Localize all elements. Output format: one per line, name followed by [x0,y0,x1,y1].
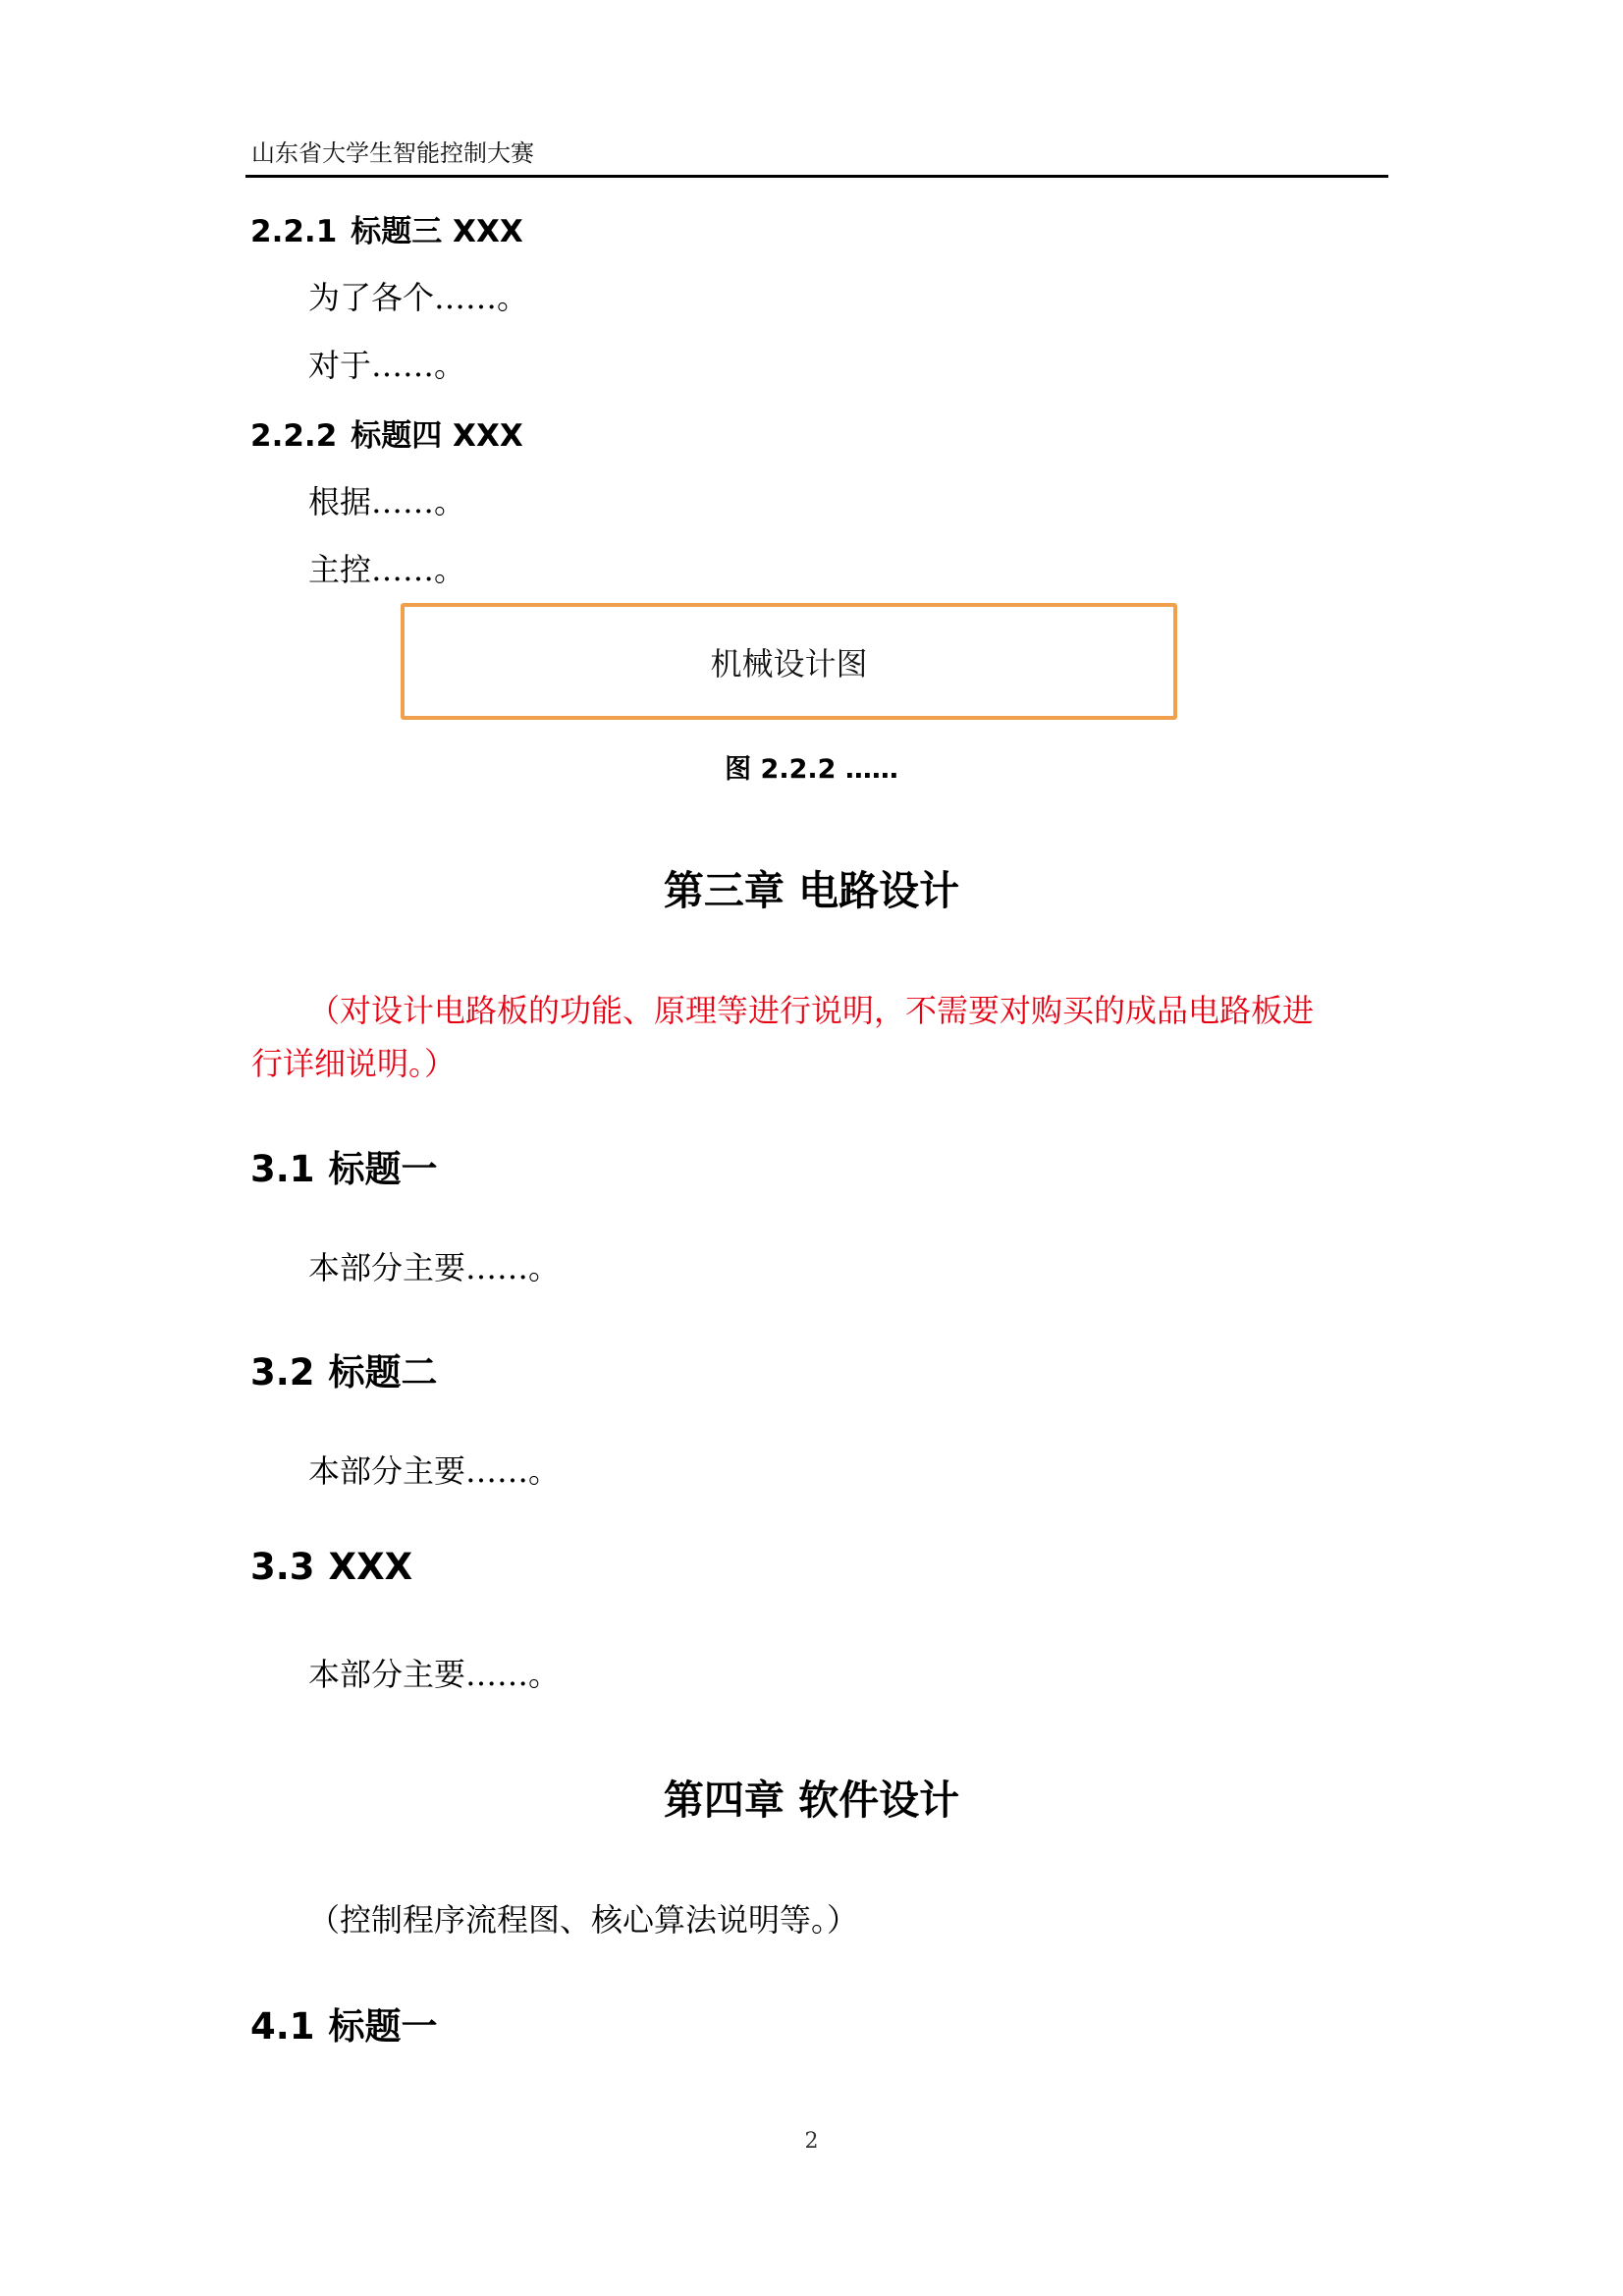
heading-3-1 [250,1139,438,1192]
heading-title: 标题一 [328,1148,438,1190]
chapter-4-title: 第四章 软件设计 [663,1777,960,1824]
figure-placeholder-label: 机械设计图 [710,644,868,683]
heading-title: 标题三 XXX [351,214,523,249]
paragraph: 对于……。 [308,347,466,384]
heading-number: 3.3 [250,1546,315,1588]
paragraph: 本部分主要……。 [308,1452,561,1490]
heading-number: 2.2.1 [250,214,338,249]
paragraph: 根据……。 [308,483,466,520]
heading-2-2-2 [250,410,523,455]
paragraph: 本部分主要……。 [308,1249,561,1286]
heading-3-3 [250,1546,412,1588]
heading-title: 标题一 [328,2005,438,2048]
paragraph: 本部分主要……。 [308,1656,561,1693]
paragraph: 为了各个……。 [308,279,529,316]
heading-3-2 [250,1342,438,1395]
heading-title: XXX [328,1546,413,1588]
heading-4-1 [250,1996,438,2050]
page-number: 2 [804,2129,819,2154]
heading-2-2-1 [250,206,523,250]
chapter-3-title: 第三章 电路设计 [663,867,960,914]
chapter-3-note-line-1: （对设计电路板的功能、原理等进行说明，不需要对购买的成品电路板进 [308,992,1315,1029]
figure-caption: 图 2.2.2 …… [725,754,898,785]
heading-number: 2.2.2 [250,418,338,454]
chapter-4-note: （控制程序流程图、核心算法说明等。） [308,1901,859,1939]
running-header: 山东省大学生智能控制大赛 [251,139,534,167]
heading-title: 标题四 XXX [351,418,523,454]
heading-number: 4.1 [250,2005,315,2048]
chapter-3-note-line-2: 行详细说明。） [251,1045,457,1082]
paragraph: 主控……。 [308,551,466,588]
heading-number: 3.1 [250,1148,315,1190]
header-divider [245,175,1388,178]
figure-placeholder-box [401,603,1177,720]
heading-number: 3.2 [250,1351,315,1394]
heading-title: 标题二 [328,1351,438,1394]
